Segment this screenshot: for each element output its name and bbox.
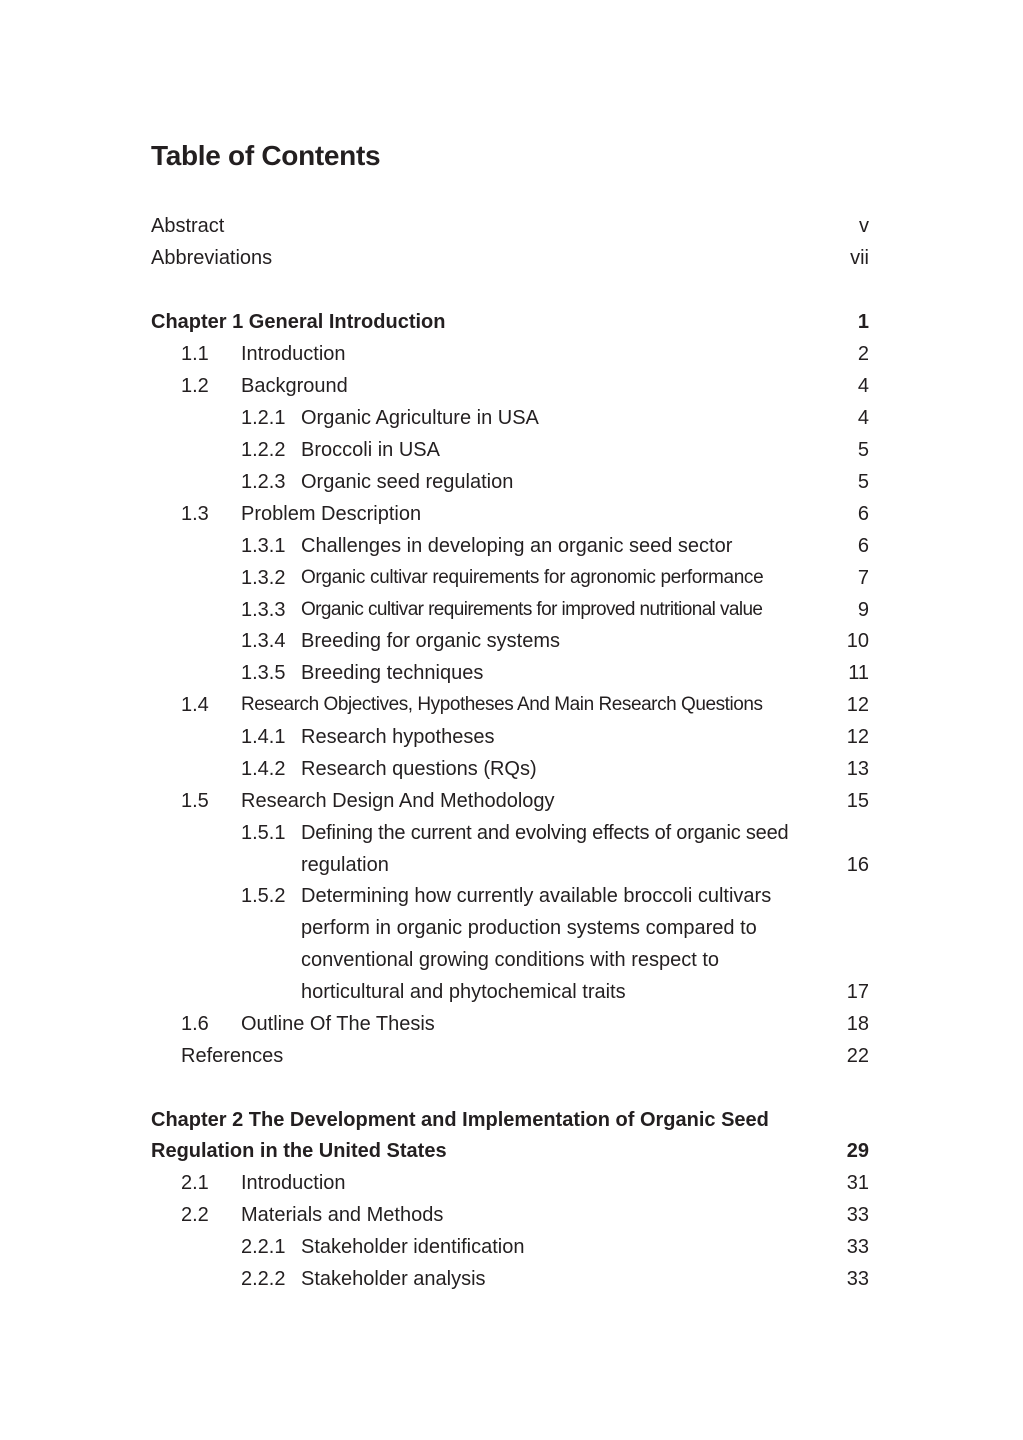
- toc-chapter-2-heading-line-2: Regulation in the United States: [151, 1140, 447, 1162]
- toc-subsection-page: 11: [848, 662, 869, 684]
- toc-subsection-number: 1.4.1: [241, 726, 286, 748]
- toc-subsection-page: 4: [857, 407, 869, 429]
- toc-subsection-number: 1.3.4: [241, 630, 286, 652]
- toc-section-number: 2.1: [181, 1172, 209, 1194]
- toc-subsection-title: Organic cultivar requirements for improved nutritional value: [301, 599, 763, 620]
- toc-subsection-title: Organic seed regulation: [301, 471, 514, 493]
- toc-entry-abbreviations: Abbreviations: [151, 247, 273, 269]
- toc-subsection-title: Challenges in developing an organic seed sector: [301, 535, 733, 557]
- toc-section-number: 1.5: [181, 790, 209, 812]
- toc-subsection-title-line-2: regulation: [301, 854, 389, 876]
- toc-chapter-1-heading: Chapter 1 General Introduction: [151, 311, 446, 333]
- toc-subsection-page: 33: [846, 1236, 869, 1258]
- toc-subsection-page: 6: [857, 535, 869, 557]
- toc-subsection-page: 9: [857, 599, 869, 621]
- toc-subsection-number: 2.2.1: [241, 1236, 286, 1258]
- toc-subsection-title-line-3: conventional growing conditions with respect to: [301, 949, 720, 971]
- toc-subsection-page: 33: [846, 1268, 869, 1290]
- toc-section-number: 1.3: [181, 503, 209, 525]
- toc-section-number: 1.4: [181, 694, 209, 716]
- toc-subsection-page: 12: [846, 726, 869, 748]
- toc-subsection-title: Breeding for organic systems: [301, 630, 561, 652]
- toc-subsection-title-line-4: horticultural and phytochemical traits: [301, 981, 626, 1003]
- toc-chapter-2-heading-line-1: Chapter 2 The Development and Implementation of Organic Seed: [151, 1109, 769, 1131]
- toc-subsection-number: 1.3.2: [241, 567, 286, 589]
- toc-subsection-number: 2.2.2: [241, 1268, 286, 1290]
- toc-section-title: Introduction: [241, 1172, 346, 1194]
- toc-section-page: 6: [857, 503, 869, 525]
- toc-section-title: Research Design And Methodology: [241, 790, 555, 812]
- toc-subsection-page: 13: [846, 758, 869, 780]
- toc-subsection-title: Stakeholder identification: [301, 1236, 525, 1258]
- toc-subsection-number: 1.5.1: [241, 822, 286, 844]
- toc-section-title: Outline Of The Thesis: [241, 1013, 435, 1035]
- toc-subsection-number: 1.4.2: [241, 758, 286, 780]
- toc-subsection-number: 1.3.1: [241, 535, 286, 557]
- toc-section-title: Background: [241, 375, 348, 397]
- toc-section-title: Materials and Methods: [241, 1204, 444, 1226]
- toc-chapter-1-page: 1: [857, 311, 869, 333]
- toc-subsection-page: 5: [857, 439, 869, 461]
- toc-section-page: 4: [857, 375, 869, 397]
- toc-section-title: Research Objectives, Hypotheses And Main Research Questions: [241, 694, 763, 715]
- toc-subsection-title: Stakeholder analysis: [301, 1268, 486, 1290]
- toc-page-abbreviations: vii: [850, 247, 869, 269]
- toc-subsection-title-line-2: perform in organic production systems compared to: [301, 917, 757, 939]
- toc-section-title: Problem Description: [241, 503, 422, 525]
- toc-section-title: Introduction: [241, 343, 346, 365]
- toc-subsection-page: 10: [846, 630, 869, 652]
- toc-references: References: [181, 1045, 284, 1067]
- toc-subsection-page: 16: [846, 854, 869, 876]
- toc-subsection-title-line-1: Defining the current and evolving effects of organic seed: [301, 822, 789, 844]
- toc-subsection-number: 1.3.3: [241, 599, 286, 621]
- toc-section-page: 18: [846, 1013, 869, 1035]
- toc-page-abstract: v: [859, 215, 869, 237]
- toc-subsection-title: Broccoli in USA: [301, 439, 440, 461]
- toc-subsection-title-line-1: Determining how currently available broccoli cultivars: [301, 885, 772, 907]
- toc-subsection-number: 1.2.3: [241, 471, 286, 493]
- toc-subsection-page: 5: [857, 471, 869, 493]
- toc-subsection-page: 17: [846, 981, 869, 1003]
- toc-section-number: 2.2: [181, 1204, 209, 1226]
- toc-references-page: 22: [846, 1045, 869, 1067]
- toc-section-page: 33: [846, 1204, 869, 1226]
- toc-subsection-title: Organic cultivar requirements for agronomic performance: [301, 567, 764, 588]
- toc-subsection-title: Research hypotheses: [301, 726, 495, 748]
- toc-subsection-number: 1.2.2: [241, 439, 286, 461]
- toc-section-number: 1.2: [181, 375, 209, 397]
- toc-chapter-2-page: 29: [846, 1140, 869, 1162]
- toc-section-page: 12: [846, 694, 869, 716]
- toc-subsection-number: 1.3.5: [241, 662, 286, 684]
- toc-section-page: 15: [846, 790, 869, 812]
- toc-section-number: 1.6: [181, 1013, 209, 1035]
- toc-subsection-title: Organic Agriculture in USA: [301, 407, 539, 429]
- toc-section-page: 31: [846, 1172, 869, 1194]
- toc-entry-abstract: Abstract: [151, 215, 225, 237]
- toc-subsection-title: Research questions (RQs): [301, 758, 537, 780]
- toc-section-page: 2: [857, 343, 869, 365]
- page-title: Table of Contents: [151, 140, 381, 171]
- toc-subsection-number: 1.2.1: [241, 407, 286, 429]
- toc-subsection-title: Breeding techniques: [301, 662, 484, 684]
- toc-subsection-number: 1.5.2: [241, 885, 286, 907]
- toc-section-number: 1.1: [181, 343, 209, 365]
- toc-subsection-page: 7: [857, 567, 869, 589]
